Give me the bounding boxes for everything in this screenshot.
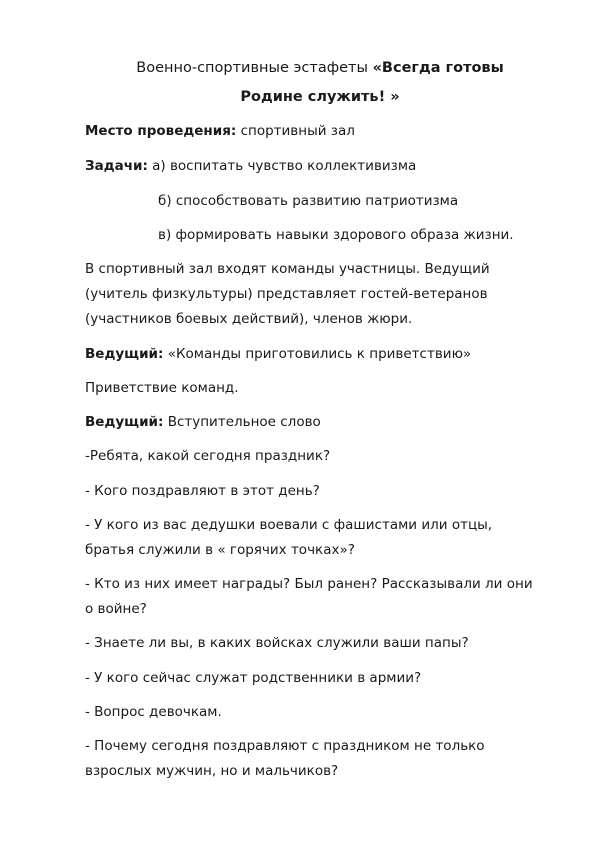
intro-line-2: (учитель физкультуры) представляет гостей-ветеранов [85,286,488,302]
host-line-1 [85,345,471,363]
tasks-label: Задачи: [85,158,148,174]
task-c: в) формировать навыки здорового образа жизни. [158,227,514,243]
title-plain: Военно-спортивные эстафеты [136,60,373,76]
host-text: «Команды приготовились к приветствию» [167,346,472,362]
host-label: Ведущий: [85,346,164,362]
venue-value: спортивный зал [240,123,355,139]
question-1: -Ребята, какой сегодня праздник? [85,448,331,464]
question-3-line-1: - У кого из вас дедушки воевали с фашистами или отцы, [85,517,493,533]
host-text: Вступительное слово [167,414,321,430]
greeting-line: Приветствие команд. [85,380,239,396]
tasks-line [85,157,416,175]
question-4-line-1: - Кто из них имеет награды? Был ранен? Рассказывали ли они [85,576,533,592]
host-label: Ведущий: [85,414,164,430]
task-a: а) воспитать чувство коллективизма [152,158,417,174]
intro-line-3: (участников боевых действий), членов жюри. [85,311,413,327]
intro-line-1: В спортивный зал входят команды участницы. Ведущий [85,261,490,277]
question-5: - Знаете ли вы, в каких войсках служили ваши папы? [85,635,469,651]
question-7: - Вопрос девочкам. [85,704,222,720]
question-6: - У кого сейчас служат родственники в армии? [85,670,422,686]
title-bold: «Всегда готовы [372,60,504,76]
question-3-line-2: братья служили в « горячих точках»? [85,542,355,558]
task-b: б) способствовать развитию патриотизма [158,193,459,209]
venue-line [85,122,355,140]
venue-label: Место проведения: [85,123,237,139]
question-8-line-1: - Почему сегодня поздравляют с праздником не только [85,738,485,754]
question-2: - Кого поздравляют в этот день? [85,483,320,499]
document-title-line-2 [80,88,560,106]
question-4-line-2: о войне? [85,601,147,617]
question-8-line-2: взрослых мужчин, но и мальчиков? [85,763,339,779]
title-bold-line-2: Родине служить! » [240,89,400,105]
host-line-2 [85,413,321,431]
document-title-line-1 [80,59,560,77]
